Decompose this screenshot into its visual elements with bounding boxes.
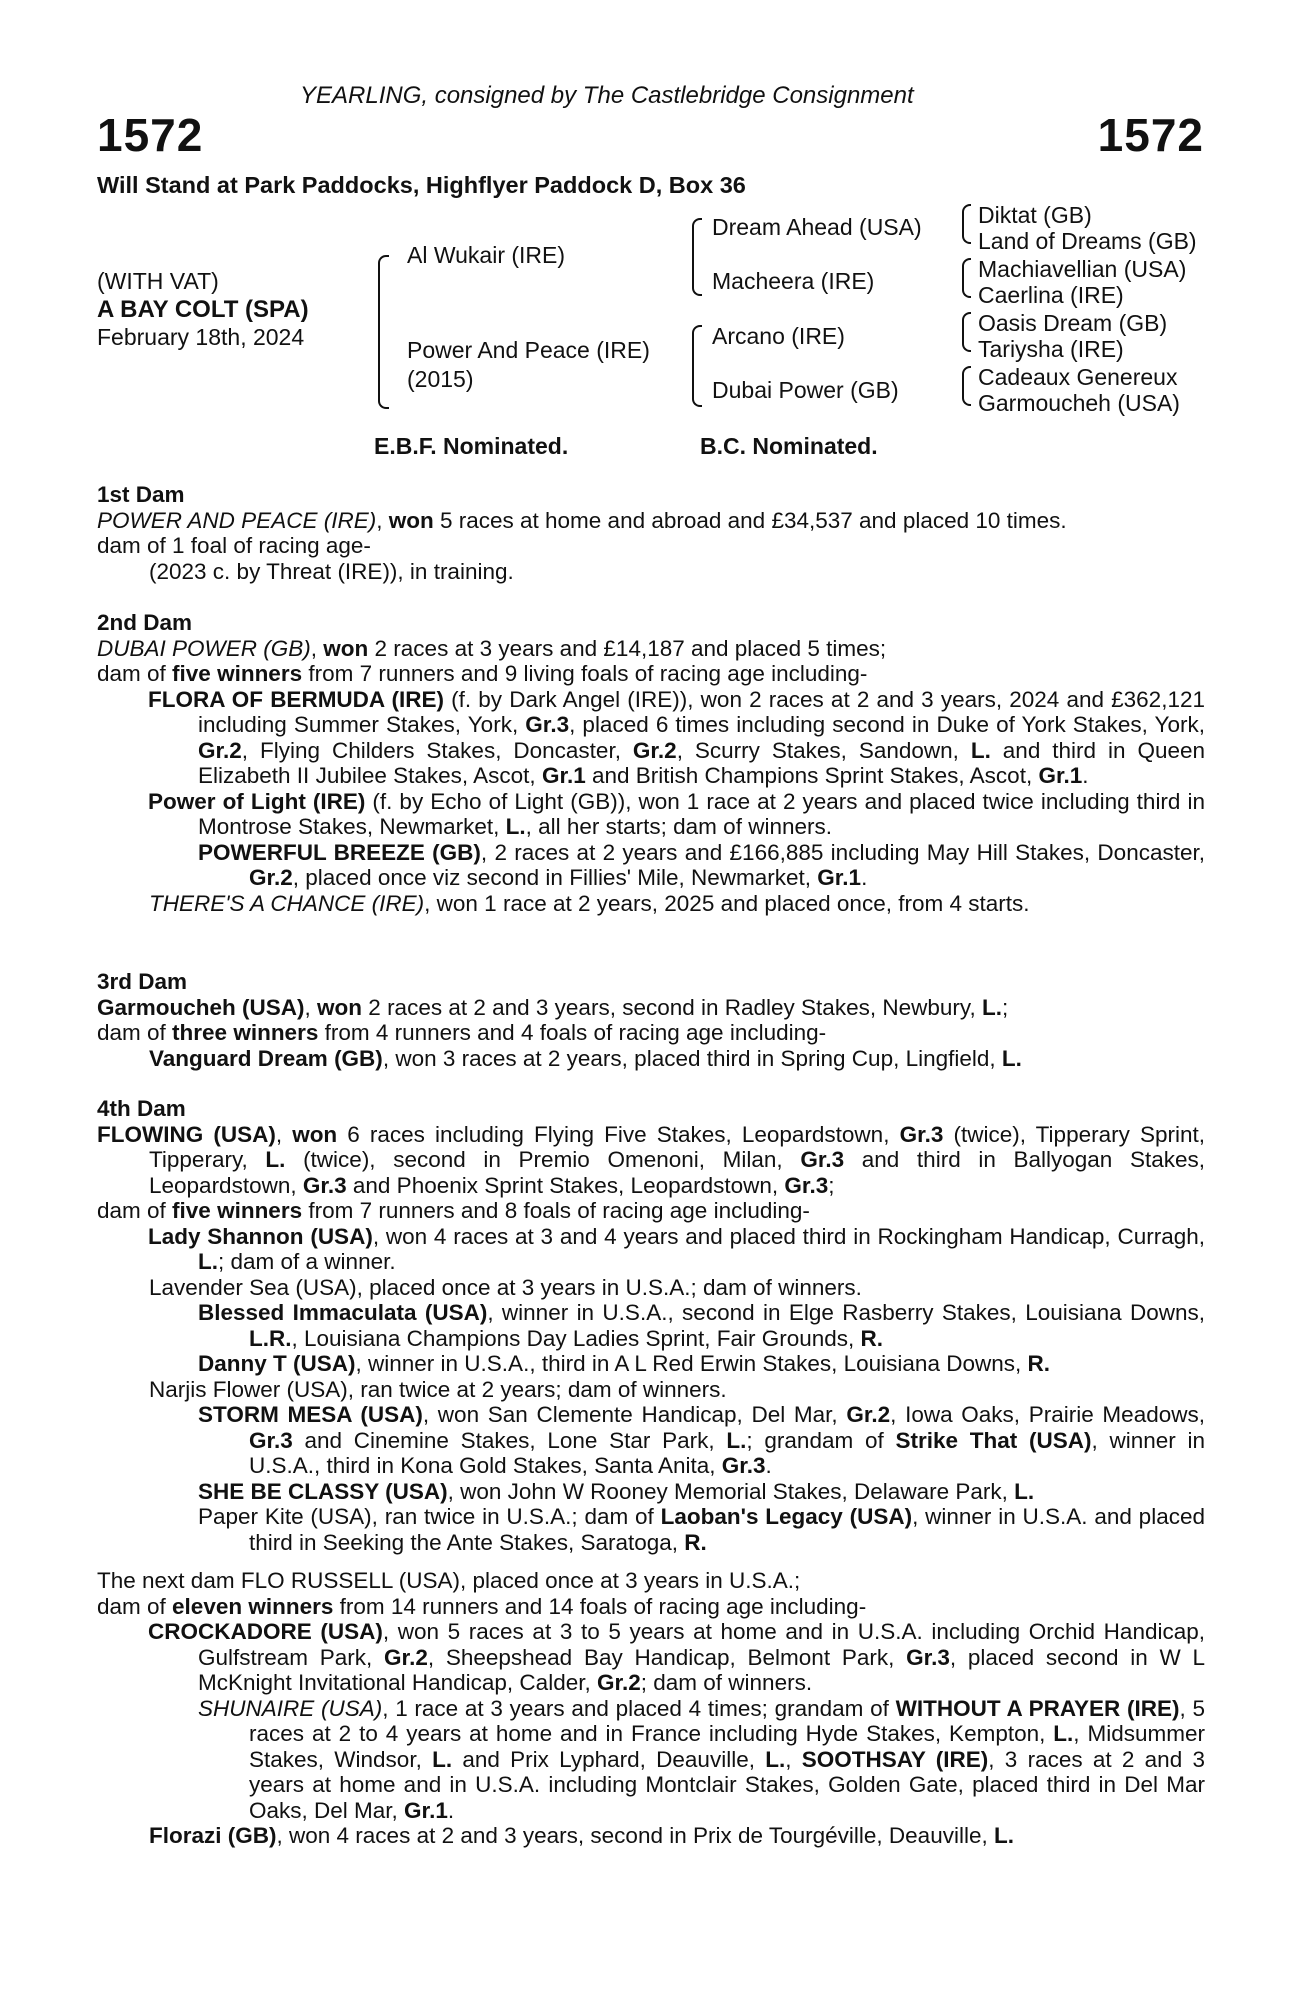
second-dam-title: 2nd Dam <box>97 610 193 635</box>
pedigree-dam-dam: Dubai Power (GB) <box>712 377 899 403</box>
ebf-nomination: E.B.F. Nominated. <box>374 433 569 459</box>
list-item: Danny T (USA), winner in U.S.A., third in A L Red Erwin Stakes, Louisiana Downs, R. <box>198 1351 1050 1376</box>
third-dam-name: Garmoucheh (USA) <box>97 994 305 1020</box>
list-item: Paper Kite (USA), ran twice in U.S.A.; dam of Laoban's Legacy (USA), winner in U.S.A. and placed third in Seeking the Ante Stakes, Saratoga, R. <box>198 1504 1205 1555</box>
pedigree-brace-ss <box>962 204 971 244</box>
list-item: Power of Light (IRE) (f. by Echo of Light (GB)), won 1 race at 2 years and placed twice including third in Montrose Stakes, Newmarket, L., all her starts; dam of winners. <box>148 788 1205 839</box>
vat-note: (WITH VAT) <box>97 268 219 294</box>
pedigree-sss: Diktat (GB) <box>978 202 1092 228</box>
list-item: Blessed Immaculata (USA), winner in U.S.A., second in Elge Rasberry Stakes, Louisiana Downs, L.R., Louisiana Champions Day Ladies Sprint, Fair Grounds, R. <box>198 1300 1205 1351</box>
fourth-dam-title: 4th Dam <box>97 1096 186 1121</box>
pedigree-sdd: Caerlina (IRE) <box>978 282 1124 308</box>
list-item: Lavender Sea (USA), placed once at 3 years in U.S.A.; dam of winners. <box>149 1274 862 1300</box>
pedigree-dss: Oasis Dream (GB) <box>978 310 1168 336</box>
next-dam-section: The next dam FLO RUSSELL (USA), placed once at 3 years in U.S.A.; dam of eleven winners from 14 runners and 14 foals of racing age including- CROCKADORE (USA), won 5 races at 3 to 5 years at home and in U.S.A. including Orchid Handicap, Gulfstream Park, Gr.2, Sheepshead Bay Handicap, Belmont Park, Gr.3, placed second in W L McKnight Invitational Handicap, Calder, Gr.2; dam of winners. SHUNAIRE (USA), 1 race at 3 years and placed 4 times; grandam of WITHOUT A PRAYER (IRE), 5 races at 2 to 4 years at home and in France including Hyde Stakes, Kempton, L., Midsummer Stakes, Windsor, L. and Prix Lyphard, Deauville, L., SOOTHSAY (IRE), 3 races at 2 and 3 years at home and in U.S.A. including Montclair Stakes, Golden Gate, placed third in Del Mar Oaks, Del Mar, Gr.1. Florazi (GB), won 4 races at 2 and 3 years, second in Prix de Tourgéville, Deauville, L. <box>97 1568 1206 1848</box>
pedigree-brace-sd <box>962 258 971 298</box>
pedigree-ddd: Garmoucheh (USA) <box>978 390 1180 416</box>
pedigree-dam-sire: Arcano (IRE) <box>712 323 845 349</box>
second-dam-section: 2nd Dam DUBAI POWER (GB), won 2 races at 3 years and £14,187 and placed 5 times; dam of five winners from 7 runners and 9 living foals of racing age including- FLORA OF BERMUDA (IRE) (f. by Dark Angel (IRE)), won 2 races at 2 and 3 years, 2024 and £362,121 including Summer Stakes, York, Gr.3, placed 6 times including second in Duke of York Stakes, York, Gr.2, Flying Childers Stakes, Doncaster, Gr.2, Scurry Stakes, Sandown, L. and third in Queen Elizabeth II Jubilee Stakes, Ascot, Gr.1 and British Champions Sprint Stakes, Ascot, Gr.1. Power of Light (IRE) (f. by Echo of Light (GB)), won 1 race at 2 years and placed twice including third in Montrose Stakes, Newmarket, L., all her starts; dam of winners. POWERFUL BREEZE (GB), 2 races at 2 years and £166,885 including May Hill Stakes, Doncaster, Gr.2, placed once viz second in Fillies' Mile, Newmarket, Gr.1. THERE'S A CHANCE (IRE), won 1 race at 2 years, 2025 and placed once, from 4 starts. <box>97 610 1205 916</box>
horse-dob: February 18th, 2024 <box>97 324 305 350</box>
pedigree-dds: Cadeaux Genereux <box>978 364 1178 390</box>
list-item: FLORA OF BERMUDA (IRE) (f. by Dark Angel (IRE)), won 2 races at 2 and 3 years, 2024 and £362,121 including Summer Stakes, York, Gr.3, placed 6 times including second in Duke of York Stakes, York, Gr.2, Flying Childers Stakes, Doncaster, Gr.2, Scurry Stakes, Sandown, L. and third in Queen Elizabeth II Jubilee Stakes, Ascot, Gr.1 and British Champions Sprint Stakes, Ascot, Gr.1. <box>148 686 1205 788</box>
list-item: Narjis Flower (USA), ran twice at 2 years; dam of winners. <box>149 1376 727 1402</box>
pedigree-brace-ds <box>962 312 971 352</box>
lot-number-right: 1572 <box>1097 109 1204 161</box>
pedigree-ssd: Land of Dreams (GB) <box>978 228 1197 254</box>
list-item: Lady Shannon (USA), won 4 races at 3 and 4 years and placed third in Rockingham Handicap, Curragh, L.; dam of a winner. <box>148 1223 1205 1274</box>
pedigree-sire-sire: Dream Ahead (USA) <box>712 214 922 240</box>
next-dam-line: The next dam FLO RUSSELL (USA), placed once at 3 years in U.S.A.; <box>97 1568 801 1593</box>
second-dam-name: DUBAI POWER (GB) <box>97 635 311 661</box>
first-dam-name: POWER AND PEACE (IRE) <box>97 507 377 533</box>
list-item: CROCKADORE (USA), won 5 races at 3 to 5 years at home and in U.S.A. including Orchid Handicap, Gulfstream Park, Gr.2, Sheepshead Bay Handicap, Belmont Park, Gr.3, placed second in W L McKnight Invitational Handicap, Calder, Gr.2; dam of winners. <box>148 1619 1206 1695</box>
consignment-line: YEARLING, consigned by The Castlebridge Consignment <box>300 82 914 109</box>
fourth-dam-name: FLOWING (USA) <box>97 1121 276 1147</box>
third-dam-title: 3rd Dam <box>97 969 188 994</box>
stand-location: Will Stand at Park Paddocks, Highflyer Paddock D, Box 36 <box>97 172 746 198</box>
list-item: Vanguard Dream (GB), won 3 races at 2 years, placed third in Spring Cup, Lingfield, L. <box>149 1045 1022 1071</box>
pedigree-sire: Al Wukair (IRE) <box>407 242 566 268</box>
first-dam-title: 1st Dam <box>97 482 185 507</box>
pedigree-brace-dam <box>692 325 702 407</box>
lot-number-left: 1572 <box>97 109 204 161</box>
third-dam-section: 3rd Dam Garmoucheh (USA), won 2 races at 2 and 3 years, second in Radley Stakes, Newbury, L.; dam of three winners from 4 runners and 4 foals of racing age including- Vanguard Dream (GB), won 3 races at 2 years, placed third in Spring Cup, Lingfield, L. <box>97 969 1205 1071</box>
pedigree-dam-year: (2015) <box>407 366 474 392</box>
list-item: THERE'S A CHANCE (IRE), won 1 race at 2 years, 2025 and placed once, from 4 starts. <box>149 890 1030 916</box>
pedigree-sds: Machiavellian (USA) <box>978 256 1187 282</box>
list-item: SHE BE CLASSY (USA), won John W Rooney Memorial Stakes, Delaware Park, L. <box>198 1478 1035 1504</box>
horse-name: A BAY COLT (SPA) <box>97 296 309 323</box>
list-item: SHUNAIRE (USA), 1 race at 3 years and placed 4 times; grandam of WITHOUT A PRAYER (IRE), 5 races at 2 to 4 years at home and in France including Hyde Stakes, Kempton, L., Midsummer Stakes, Windsor, L. and Prix Lyphard, Deauville, L., SOOTHSAY (IRE), 3 races at 2 and 3 years at home and in U.S.A. including Montclair Stakes, Golden Gate, placed third in Del Mar Oaks, Del Mar, Gr.1. <box>198 1695 1205 1823</box>
first-dam-section: 1st Dam POWER AND PEACE (IRE), won 5 races at home and abroad and £34,537 and placed 10 times. dam of 1 foal of racing age- (2023 c. by Threat (IRE)), in training. <box>97 482 1205 584</box>
pedigree-brace-main <box>378 255 389 409</box>
pedigree-brace-dd <box>962 366 971 406</box>
list-item: Florazi (GB), won 4 races at 2 and 3 years, second in Prix de Tourgéville, Deauville, L. <box>149 1823 1014 1848</box>
pedigree-dam: Power And Peace (IRE) <box>407 337 650 363</box>
bc-nomination: B.C. Nominated. <box>700 433 878 459</box>
fourth-dam-section: 4th Dam FLOWING (USA), won 6 races including Flying Five Stakes, Leopardstown, Gr.3 (twice), Tipperary Sprint, Tipperary, L. (twice), second in Premio Omenoni, Milan, Gr.3 and third in Ballyogan Stakes, Leopardstown, Gr.3 and Phoenix Sprint Stakes, Leopardstown, Gr.3; dam of five winners from 7 runners and 8 foals of racing age including- Lady Shannon (USA), won 4 races at 3 and 4 years and placed third in Rockingham Handicap, Curragh, L.; dam of a winner. Lavender Sea (USA), placed once at 3 years in U.S.A.; dam of winners. Blessed Immaculata (USA), winner in U.S.A., second in Elge Rasberry Stakes, Louisiana Downs, L.R., Louisiana Champions Day Ladies Sprint, Fair Grounds, R. Danny T (USA), winner in U.S.A., third in A L Red Erwin Stakes, Louisiana Downs, R. Narjis Flower (USA), ran twice at 2 years; dam of winners. STORM MESA (USA), won San Clemente Handicap, Del Mar, Gr.2, Iowa Oaks, Prairie Meadows, Gr.3 and Cinemine Stakes, Lone Star Park, L.; grandam of Strike That (USA), winner in U.S.A., third in Kona Gold Stakes, Santa Anita, Gr.3. SHE BE CLASSY (USA), won John W Rooney Memorial Stakes, Delaware Park, L. Paper Kite (USA), ran twice in U.S.A.; dam of Laoban's Legacy (USA), winner in U.S.A. and placed third in Seeking the Ante Stakes, Saratoga, R. <box>97 1096 1205 1555</box>
pedigree-brace-sire <box>692 218 702 296</box>
pedigree-sire-dam: Macheera (IRE) <box>712 268 875 294</box>
pedigree-dsd: Tariysha (IRE) <box>978 336 1124 362</box>
list-item: POWERFUL BREEZE (GB), 2 races at 2 years and £166,885 including May Hill Stakes, Doncaster, Gr.2, placed once viz second in Fillies' Mile, Newmarket, Gr.1. <box>198 839 1205 890</box>
list-item: STORM MESA (USA), won San Clemente Handicap, Del Mar, Gr.2, Iowa Oaks, Prairie Meadows, Gr.3 and Cinemine Stakes, Lone Star Park, L.; grandam of Strike That (USA), winner in U.S.A., third in Kona Gold Stakes, Santa Anita, Gr.3. <box>198 1402 1205 1478</box>
